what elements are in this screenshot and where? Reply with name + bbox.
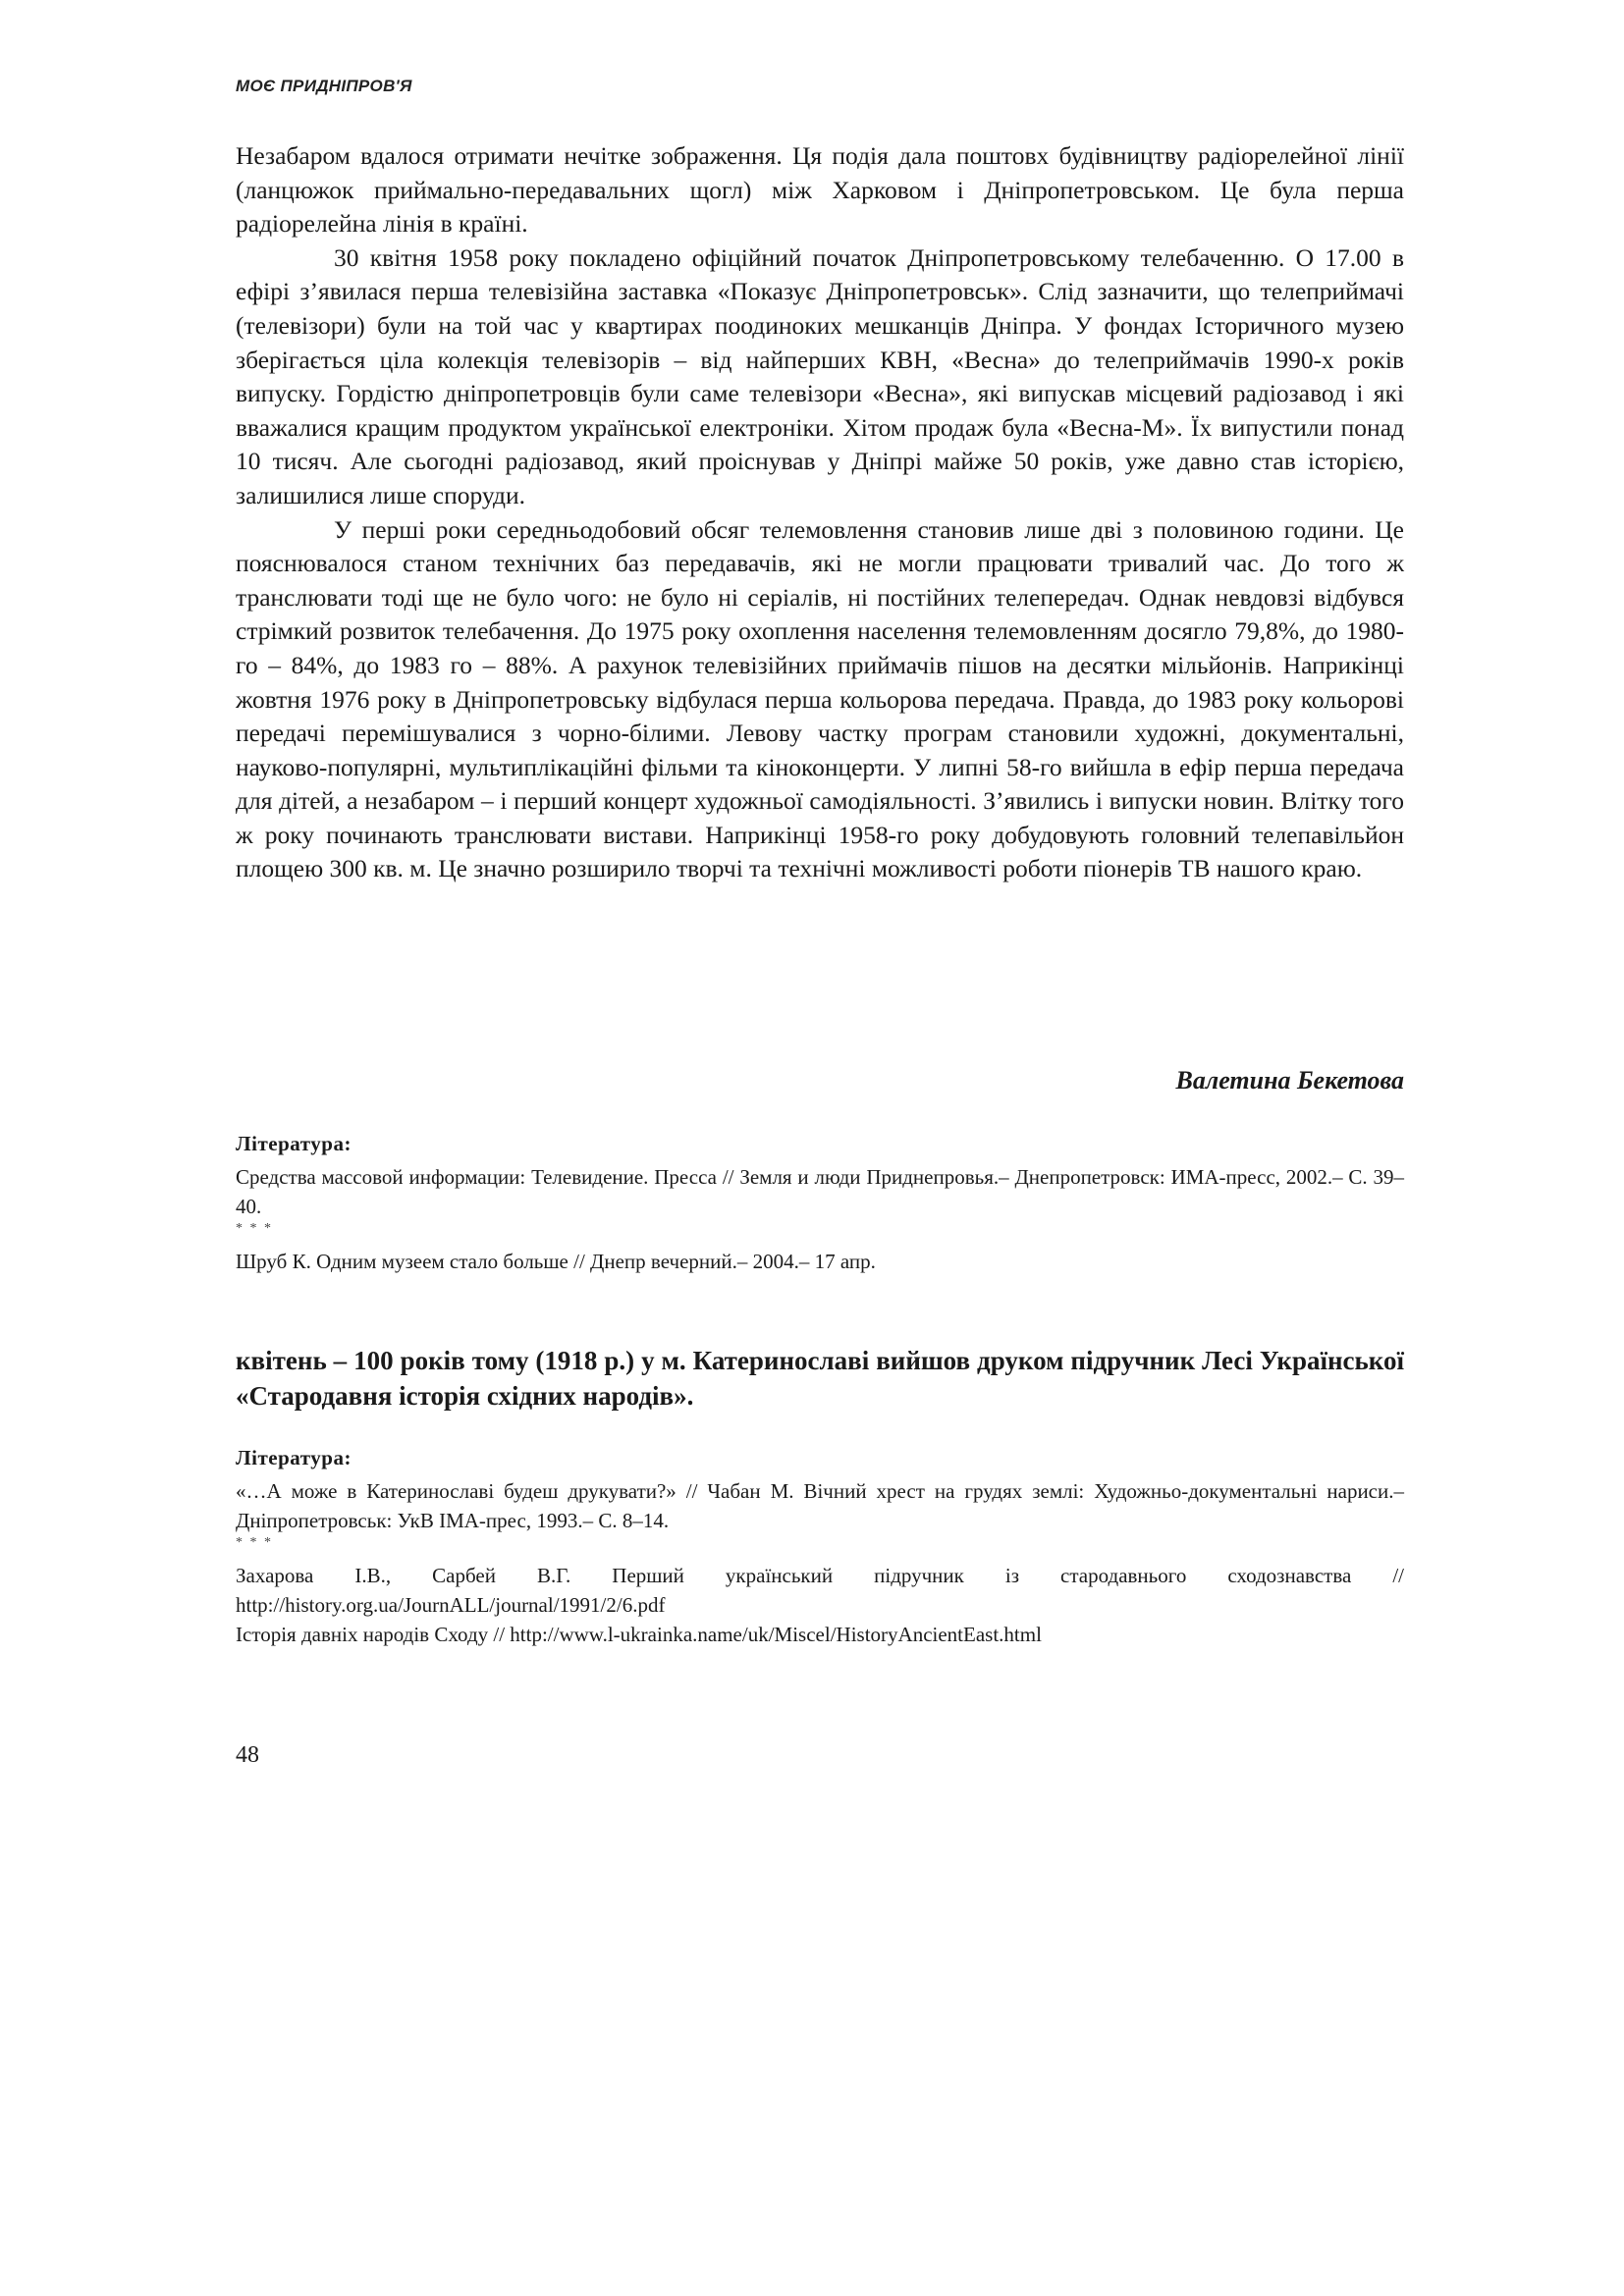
reference-item: Історія давніх народів Сходу // http://www.l-ukrainka.name/uk/Miscel/HistoryAncientEast.html <box>236 1623 1042 1646</box>
article-paragraph: 30 квітня 1958 року покладено офіційний початок Дніпропетровському телебаченню. О 17.00 в ефірі з’явилася перша телевізійна заставка «Показує Дніпропетровськ». Слід зазначити, що телеприймачі (телевізори) були на той час у квартирах поодиноких мешканців Дніпра. У фондах Історичного музею зберігається ціла колекція телевізорів – від найперших КВН, «Весна» до телеприймачів 1990-х років випуску. Гордістю дніпропетровців були саме телевізори «Весна», які випускав місцевий радіозавод і які вважалися кращим продуктом української електроніки. Хітом продаж була «Весна-М». Їх випустили понад 10 тисяч. Але сьогодні радіозавод, який проіснував у Дніпрі майже 50 років, уже давно став історією, залишилися лише споруди. <box>236 242 1404 509</box>
reference-separator: * * * <box>236 1221 273 1236</box>
author-signature: Валетина Бекетова <box>1175 1066 1404 1095</box>
reference-separator: * * * <box>236 1535 273 1550</box>
section-heading: квітень – 100 років тому (1918 р.) у м. Катеринославі вийшов друком підручник Лесі Української «Стародавня історія східних народів». <box>236 1346 1404 1411</box>
references-block <box>236 1443 1404 1649</box>
references-heading: Література: <box>236 1446 352 1469</box>
reference-item: Средства массовой информации: Телевидение. Пресса // Земля и люди Приднепровья.– Днепропетровск: ИМА-пресс, 2002.– С. 39–40. <box>236 1165 1404 1218</box>
references-heading: Література: <box>236 1132 352 1155</box>
article-body <box>236 139 1404 886</box>
reference-item: «…А може в Катеринославі будеш друкувати?» // Чабан М. Вічний хрест на грудях землі: Художньо-документальні нариси.– Дніпропетровськ: УкВ ІМА-прес, 1993.– С. 8–14. <box>236 1479 1404 1532</box>
running-title: МОЄ ПРИДНІПРОВ'Я <box>236 77 412 95</box>
reference-item: Захарова І.В., Сарбей В.Г. Перший український підручник із стародавнього сходознавства // http://history.org.ua/JournALL/journal/1991/2/6.pdf <box>236 1564 1404 1617</box>
article-paragraph: У перші роки середньодобовий обсяг телемовлення становив лише дві з половиною години. Це пояснювалося станом технічних баз передавачів, які не могли працювати тривалий час. До того ж транслювати тоді ще не було чого: не було ні серіалів, ні постійних телепередач. Однак невдовзі відбувся стрімкий розвиток телебачення. До 1975 року охоплення населення телемовленням досягло 79,8%, до 1980-го – 84%, до 1983 го – 88%. А рахунок телевізійних приймачів пішов на десятки мільйонів. Наприкінці жовтня 1976 року в Дніпропетровську відбулася перша кольорова передача. Правда, до 1983 року кольорові передачі перемішувалися з чорно-білими. Левову частку програм становили художні, документальні, науково-популярні, мультиплікаційні фільми та кіноконцерти. У липні 58-го вийшла в ефір перша передача для дітей, а незабаром – і перший концерт художньої самодіяльності. З’явились і випуски новин. Влітку того ж року починають транслювати вистави. Наприкінці 1958-го року добудовують головний телепавільйон площею 300 кв. м. Це значно розширило творчі та технічні можливості роботи піонерів ТВ нашого краю. <box>236 514 1404 883</box>
references-block <box>236 1129 1404 1276</box>
article-paragraph: Незабаром вдалося отримати нечітке зображення. Ця подія дала поштовх будівництву радіорелейної лінії (ланцюжок приймально-передавальних щогл) між Харковом і Дніпропетровськом. Це була перша радіорелейна лінія в країні. <box>236 141 1404 239</box>
page-number: 48 <box>236 1742 259 1768</box>
reference-item: Шруб К. Одним музеем стало больше // Днепр вечерний.– 2004.– 17 апр. <box>236 1250 876 1273</box>
